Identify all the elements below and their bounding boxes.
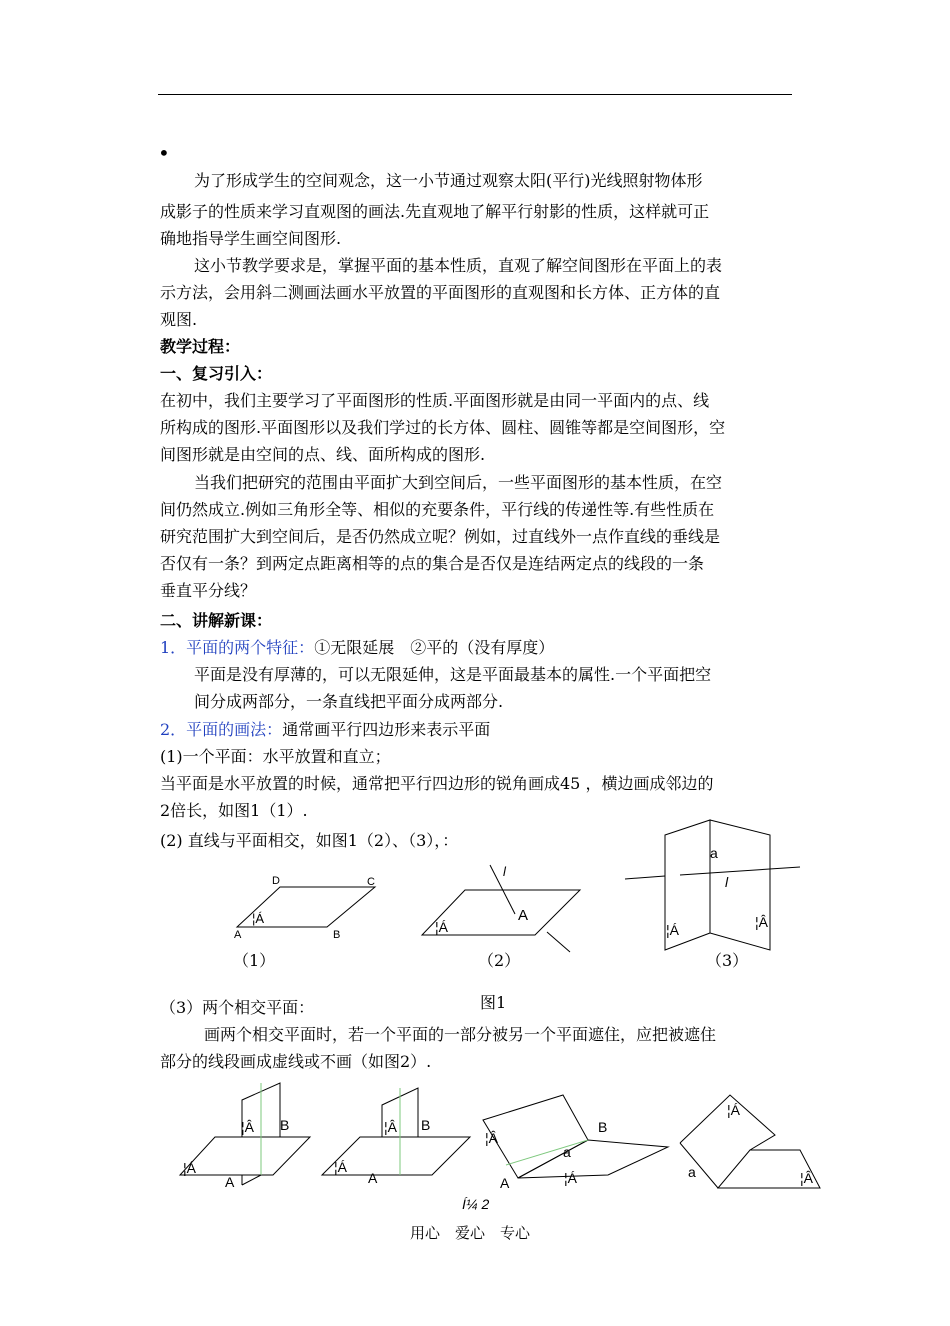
- figure1-caption-2: （2）: [478, 951, 521, 970]
- fig1-sub2-line-below: [547, 932, 570, 952]
- fig2-sub2-label-alpha: ¦Á: [334, 1159, 347, 1175]
- fig2-sub4-label-a: a: [688, 1164, 696, 1180]
- fig1-sub2-label-A: A: [518, 907, 529, 924]
- para3-line1: 在初中，我们主要学习了平面图形的性质.平面图形就是由同一平面内的点、线: [160, 391, 710, 410]
- fig1-sub1-label-alpha: ¦Á: [252, 911, 265, 926]
- figure2-caption: Í¼ 2: [462, 1196, 490, 1212]
- fig2-sub3-label-B: B: [598, 1119, 608, 1135]
- figure2-sub4: [675, 1085, 825, 1195]
- figure2-sub2: [320, 1080, 475, 1190]
- fig1-sub1-label-A: A: [234, 929, 242, 941]
- heading-review: 一、复习引入：: [160, 364, 273, 383]
- fig2-sub3-label-A: A: [500, 1175, 510, 1191]
- fig1-sub1-label-D: D: [272, 875, 280, 887]
- fig1-sub3-label-alpha: ¦Á: [666, 922, 679, 938]
- para5-line2: 间分成两部分，一条直线把平面分成两部分.: [194, 692, 504, 711]
- fig1-sub3-label-l: l: [725, 874, 729, 890]
- figure1-caption-1: （1）: [233, 951, 276, 970]
- para1-line3: 确地指导学生画空间图形.: [160, 229, 342, 248]
- fig2-sub4-upper-left-edge: [680, 1143, 718, 1188]
- para4-line3: 研究范围扩大到空间后，是否仍然成立呢？例如，过直线外一点作直线的垂线是: [160, 527, 721, 546]
- figure1-sub3: [620, 815, 810, 955]
- para4-line4: 否仅有一条？到两定点距离相等的点的集合是否仅是连结两定点的线段的一条: [160, 554, 705, 573]
- fig1-sub1-label-B: B: [333, 929, 341, 941]
- fig2-sub3-intersection: [506, 1140, 588, 1165]
- fig1-sub3-label-beta: ¦Â: [755, 914, 768, 930]
- para7-line2: 2倍长，如图1（1）.: [160, 801, 308, 820]
- fig2-sub1-label-A: A: [225, 1174, 235, 1190]
- fig1-sub2-label-alpha: ¦Á: [435, 919, 448, 935]
- para10-line2: 部分的线段画成虚线或不画（如图2）.: [160, 1052, 432, 1071]
- para4-line5: 垂直平分线？: [160, 581, 257, 600]
- fig2-sub3-label-a: a: [563, 1144, 571, 1160]
- fig2-sub1-label-B: B: [280, 1117, 290, 1133]
- para4-line2: 间仍然成立.例如三角形全等、相似的充要条件，平行线的传递性等.有些性质在: [160, 500, 715, 519]
- section2-line: [160, 720, 490, 740]
- heading-process: 教学过程：: [160, 337, 241, 356]
- para4-line1: 当我们把研究的范围由平面扩大到空间后，一些平面图形的基本性质，在空: [194, 473, 723, 492]
- section1-line: [160, 638, 554, 658]
- para3-line2: 所构成的图形.平面图形以及我们学过的长方体、圆柱、圆锥等都是空间图形，空: [160, 418, 726, 437]
- section1-rest: ①无限延展 ②平的（没有厚度）: [314, 638, 555, 657]
- fig1-sub3-line-right: [680, 867, 800, 875]
- heading-new-lesson: 二、讲解新课：: [160, 611, 273, 630]
- para9: （3）两个相交平面：: [160, 998, 315, 1017]
- section1-title: 1．平面的两个特征：: [160, 638, 315, 657]
- figure1-sub2: [415, 860, 590, 955]
- fig1-sub3-label-a: a: [710, 845, 718, 861]
- section2-title: 2．平面的画法：: [160, 720, 283, 739]
- para3-line3: 间图形就是由空间的点、线、面所构成的图形.: [160, 445, 486, 464]
- para7-line1: 当平面是水平放置的时候，通常把平行四边形的锐角画成45 ，横边画成邻边的: [160, 774, 714, 793]
- figure2-sub3: [478, 1090, 673, 1190]
- figure1-caption-3: （3）: [706, 951, 749, 970]
- figure1-caption: 图1: [480, 993, 507, 1012]
- fig2-sub2-label-beta: ¦Â: [384, 1119, 397, 1135]
- fig2-sub3-plane-lower: [518, 1140, 668, 1178]
- fig2-sub1-label-alpha: ¦Á: [183, 1160, 196, 1176]
- para6: (1)一个平面：水平放置和直立；: [160, 747, 391, 766]
- para1-line2: 成影子的性质来学习直观图的画法.先直观地了解平行射影的性质，这样就可正: [160, 202, 710, 221]
- fig2-sub3-plane-upper: [483, 1095, 588, 1178]
- para2-line2: 示方法，会用斜二测画法画水平放置的平面图形的直观图和长方体、正方体的直: [160, 283, 721, 302]
- para2-line3: 观图.: [160, 310, 198, 329]
- fig2-sub1-bottom-edge: [242, 1175, 261, 1185]
- para10-line1: 画两个相交平面时，若一个平面的一部分被另一个平面遮住，应把被遮住: [204, 1025, 717, 1044]
- figure2-sub1: [175, 1080, 315, 1190]
- fig2-sub3-label-alpha: ¦Á: [564, 1170, 577, 1186]
- para1-line1: 为了形成学生的空间观念，这一小节通过观察太阳(平行)光线照射物体形: [194, 171, 703, 190]
- fig2-sub3-label-beta: ¦Â: [485, 1130, 498, 1146]
- figure1-sub1: [225, 865, 405, 950]
- fig1-sub3-plane-right: [710, 820, 770, 950]
- para5-line1: 平面是没有厚薄的，可以无限延伸，这是平面最基本的属性.一个平面把空: [194, 665, 712, 684]
- fig2-sub2-label-A: A: [368, 1170, 378, 1186]
- fig1-sub1-label-C: C: [367, 876, 375, 888]
- fig2-sub1-horizontal-plane: [180, 1137, 310, 1175]
- page-footer: 用心 爱心 专心: [410, 1224, 531, 1242]
- fig1-sub3-line-left: [625, 876, 665, 879]
- fig2-sub4-label-alpha: ¦Á: [727, 1102, 740, 1118]
- para2-line1: 这小节教学要求是，掌握平面的基本性质，直观了解空间图形在平面上的表: [194, 256, 723, 275]
- fig1-sub2-label-l: l: [503, 864, 506, 879]
- bullet-dot: •: [158, 141, 170, 165]
- header-rule: [158, 94, 792, 95]
- fig2-sub1-label-beta: ¦Â: [241, 1119, 254, 1135]
- fig2-sub2-label-B: B: [421, 1117, 431, 1133]
- fig2-sub4-label-beta: ¦Â: [800, 1170, 813, 1186]
- section2-rest: 通常画平行四边形来表示平面: [282, 720, 491, 739]
- para8: (2) 直线与平面相交，如图1（2）、（3），：: [160, 831, 459, 850]
